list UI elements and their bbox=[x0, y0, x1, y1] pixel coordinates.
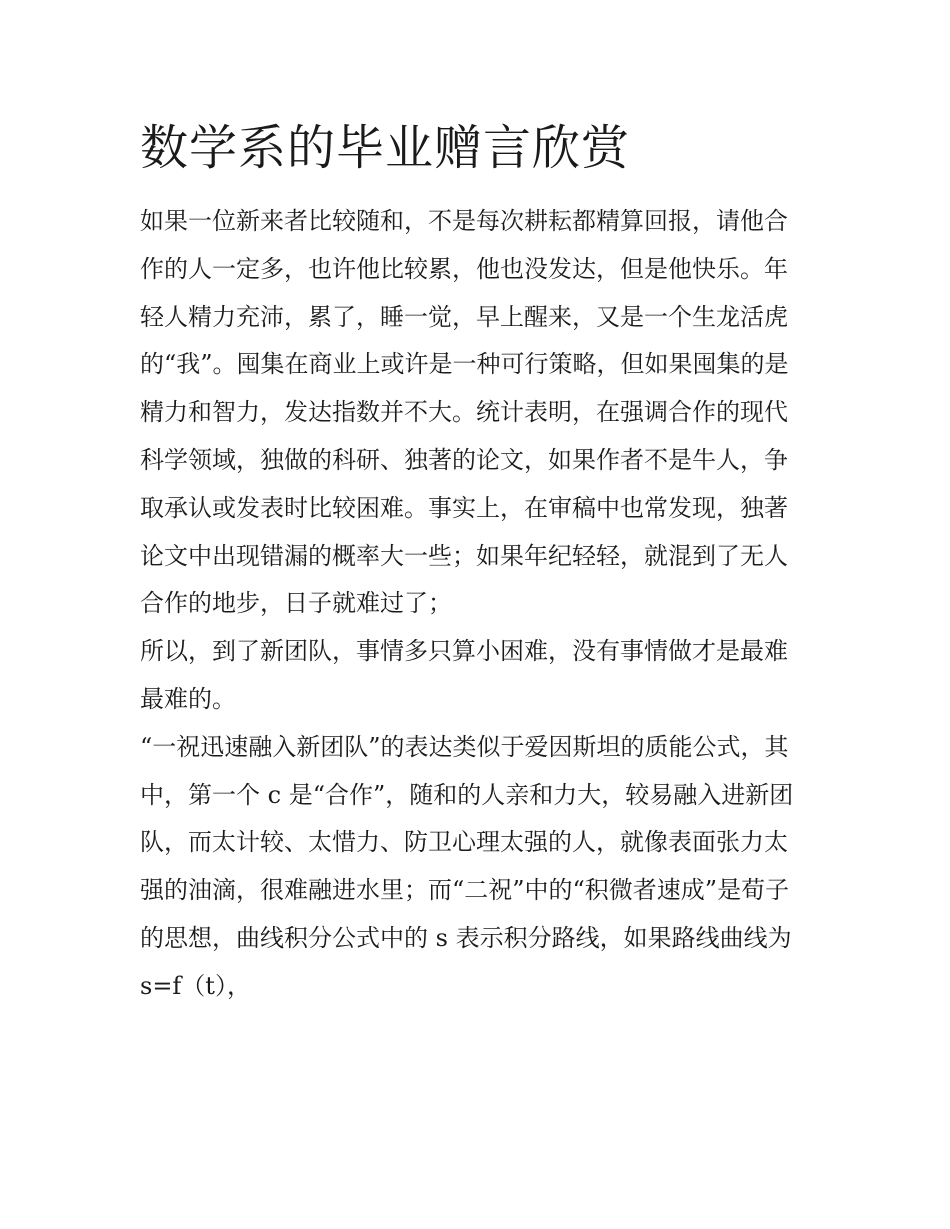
text-line: “一祝迅速融入新团队”的表达类似于爱因斯坦的质能公式，其 bbox=[140, 732, 789, 761]
text-line: 队，而太计较、太惜力、防卫心理太强的人，就像表面张力太 bbox=[140, 828, 788, 857]
text-line: 科学领域，独做的科研、独著的论文，如果作者不是牛人，争 bbox=[140, 445, 788, 474]
text-line: 中，第一个 c 是“合作”，随和的人亲和力大，较易融入进新团 bbox=[140, 780, 794, 809]
text-line: 精力和智力，发达指数并不大。统计表明，在强调合作的现代 bbox=[140, 398, 788, 427]
text-line: 的“我”。囤集在商业上或许是一种可行策略，但如果囤集的是 bbox=[140, 350, 789, 379]
text-line: 合作的地步，日子就难过了； bbox=[140, 589, 452, 618]
text-line: 如果一位新来者比较随和，不是每次耕耘都精算回报，请他合 bbox=[140, 207, 788, 235]
text-line: s=f（t）， bbox=[140, 971, 251, 1000]
text-line: 取承认或发表时比较困难。事实上，在审稿中也常发现，独著 bbox=[140, 493, 788, 522]
text-line: 作的人一定多，也许他比较累，他也没发达，但是他快乐。年 bbox=[140, 254, 788, 283]
text-line: 论文中出现错漏的概率大一些；如果年纪轻轻，就混到了无人 bbox=[140, 541, 788, 570]
document-body bbox=[140, 198, 812, 1011]
page-title: 数学系的毕业赠言欣赏 bbox=[140, 120, 631, 176]
text-line: 强的油滴，很难融进水里；而“二祝”中的“积微者速成”是荀子 bbox=[140, 876, 790, 905]
text-line: 轻人精力充沛，累了，睡一觉，早上醒来，又是一个生龙活虎 bbox=[140, 302, 788, 331]
text-line: 所以，到了新团队，事情多只算小困难，没有事情做才是最难 bbox=[140, 637, 788, 666]
text-line: 的思想，曲线积分公式中的 s 表示积分路线，如果路线曲线为 bbox=[140, 923, 792, 952]
text-line: 最难的。 bbox=[140, 684, 236, 713]
